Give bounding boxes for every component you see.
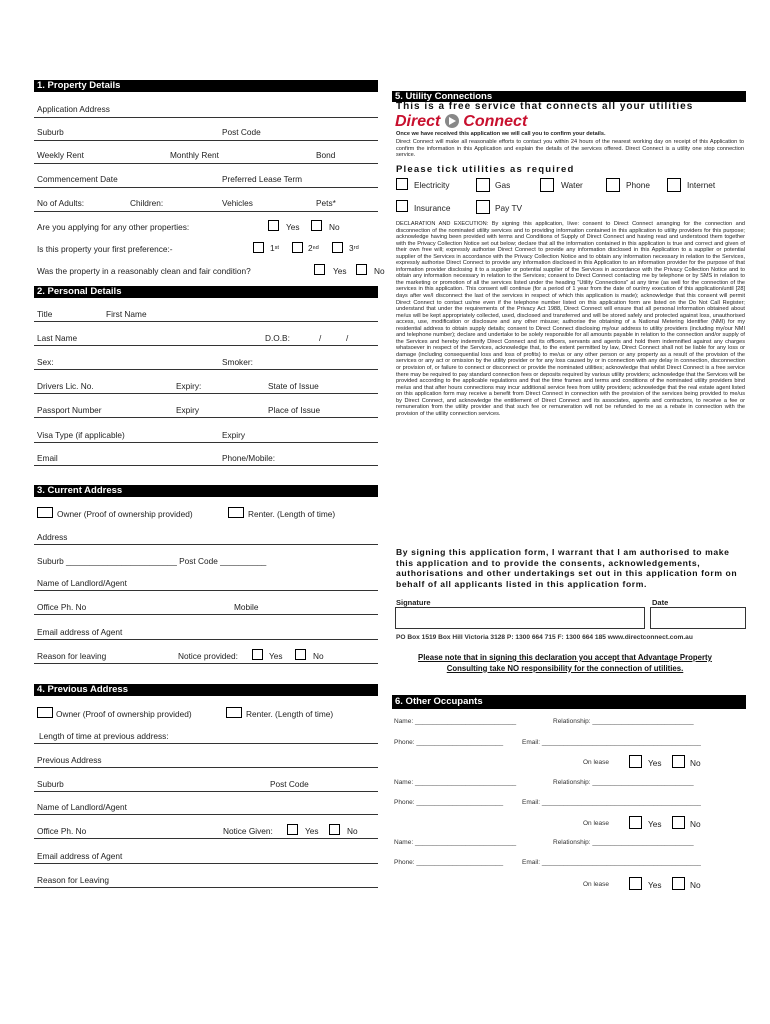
previous-reason-line[interactable] [34, 887, 378, 888]
licence-label: Drivers Lic. No. [37, 381, 94, 391]
current-landlord-line[interactable] [34, 590, 378, 591]
suburb-label: Suburb [37, 127, 64, 137]
lease-term-label: Preferred Lease Term [222, 174, 303, 184]
bond-label: Bond [316, 150, 336, 160]
logo-direct-text: Direct [395, 113, 441, 130]
current-office-label: Office Ph. No [37, 602, 87, 612]
previous-length-label: Length of time at previous address: [39, 731, 169, 741]
date-box[interactable] [650, 607, 746, 629]
disclaimer-note: Please note that in signing this declaration you accept that Advantage Property Consulting take NO responsibility for the connection of utilities. [418, 653, 712, 673]
pets-label: Pets* [316, 198, 336, 208]
clean-no-checkbox[interactable] [356, 264, 367, 275]
signature-box[interactable] [395, 607, 645, 629]
current-notice-label: Notice provided: [178, 651, 238, 661]
pref-3-checkbox[interactable] [332, 242, 343, 253]
previous-office-line[interactable] [34, 838, 378, 839]
current-owner-checkbox[interactable] [37, 507, 53, 518]
phone-label: Phone [626, 180, 650, 190]
licence-line[interactable] [34, 393, 378, 394]
current-renter-checkbox[interactable] [228, 507, 244, 518]
first-name-label: First Name [106, 309, 147, 319]
previous-office-label: Office Ph. No [37, 826, 87, 836]
occupant-2-phone[interactable]: Phone: ________________________ [394, 799, 504, 806]
pref-1-label: 1ˢᵗ [270, 243, 280, 253]
dob-slash-2: / [346, 333, 349, 343]
previous-renter-label: Renter. (Length of time) [246, 709, 334, 719]
yes-label: Yes [648, 758, 662, 768]
dob-label: D.O.B: [265, 333, 290, 343]
passport-expiry-label: Expiry [176, 405, 200, 415]
utility-intro-bold: Once we have received this application we will call you to confirm your details. [396, 131, 606, 137]
sex-line[interactable] [34, 369, 378, 370]
application-address-label: Application Address [37, 104, 110, 114]
occupancy-line[interactable] [34, 211, 378, 212]
occupant-1-no-checkbox[interactable] [672, 755, 685, 768]
occupant-2-email[interactable]: Email: ____________________________________________ [522, 799, 701, 806]
yes-label: Yes [333, 266, 347, 276]
sex-label: Sex: [37, 357, 54, 367]
title-label: Title [37, 309, 53, 319]
current-reason-label: Reason for leaving [37, 651, 107, 661]
previous-suburb-line[interactable] [34, 791, 378, 792]
yes-label: Yes [305, 826, 319, 836]
occupant-1-yes-checkbox[interactable] [629, 755, 642, 768]
no-label: No [690, 819, 701, 829]
occupant-1-name[interactable]: Name: ____________________________ [394, 718, 517, 725]
place-issue-label: Place of Issue [268, 405, 321, 415]
commencement-date-label: Commencement Date [37, 174, 118, 184]
suburb-line[interactable] [34, 140, 378, 141]
clean-yes-checkbox[interactable] [314, 264, 325, 275]
occupant-3-email[interactable]: Email: ____________________________________________ [522, 859, 701, 866]
warrant-text: By signing this application form, I warrant that I am authorised to make this application and to provide the consents, acknowledgements, authorisations and other undertakings set out in this application form on behalf of all applicants listed in this application form. [396, 547, 738, 589]
previous-renter-checkbox[interactable] [226, 707, 242, 718]
internet-label: Internet [687, 180, 716, 190]
yes-label: Yes [269, 651, 283, 661]
visa-line[interactable] [34, 442, 378, 443]
no-label: No [374, 266, 385, 276]
other-properties-question: Are you applying for any other properties: [37, 222, 190, 232]
current-agent-email-line[interactable] [34, 639, 378, 640]
monthly-rent-label: Monthly Rent [170, 150, 219, 160]
previous-landlord-label: Name of Landlord/Agent [37, 802, 127, 812]
vehicles-label: Vehicles [222, 198, 253, 208]
current-notice-no-checkbox[interactable] [295, 649, 306, 660]
paytv-checkbox[interactable] [476, 200, 490, 214]
declaration-text: DECLARATION AND EXECUTION: By signing this application, I/we: consent to Direct Connect arranging for the connection and disconnection of the nominated utility services and to providing information contained in this application to utility providers for this purpose; acknowledge having been provided with terms and Conditions of Supply of Direct Connect and having read and understood them together with the Privacy Collection Notice set out below; declare that all the information contained in this application is true and correct and given of their own free will; expressly authorise Direct Connect to provide any information disclosed in this Application to a supplier or potential supplier of the Services in accordance with the Privacy Collection Notice and to obtain any information necessary in relation to the Services, expressly authorise Direct Connect to provide any information disclosed in this Application to an information provider for the purpose of that information provider disclosing it to a supplier or potential supplier of the Services in accordance with the Privacy Collection Notice and to obtain any information necessary in relation to the Services; consent to Direct Connect contacting me by telephone or by SMS in relation to the marketing or promotion of all the services listed under the heading "Utility Connections" at any time (as well for the connection of the services in this application. This consent will continue (for a period of 1 year from the date of our/my execution of this application/until [28] days after we/I disconnect the last of the services in respect of which this application is made); acknowledge that this consent will permit Direct Connect to contact us/me even if the telephone number listed on this application form are listed on the Do Not Call Register; understand that under the requirements of the Privacy Act 1988, Direct Connect will ensure that all personal information obtained about me/us will be kept appropriately collected, used, disclosed and transferred and will be stored safely and protected against loss, unauthorised access, use, modification or disclosure and any other misuse; authorise the obtaining of a National Metering Identifier (NMI) for my residential address to obtain supply details; consent to Direct Connect disclosing my/our address to utility providers (including my/our NMI and telephone number); declare and undertake to be solely responsible for all amounts payable in relation to the connection and/or supply of the Services and hereby indemnify Direct Connect and its officers, servants and agents and hold them indemnified against any charges whatsoever in respect of the Services, acknowledge that, to the extent permitted by law, Direct Connect shall not be liable for any loss or damage (including consequential loss and loss of profits) to me/us or any other person or any property as a result of the provision of the services or any act or omission by the utility provider or for any loss caused by or in connection with any delay in connection, disconnection or provision of, or failure to connect or disconnect or provide the nominated utilities; acknowledge that whilst Direct Connect is a free service there may be required to pay standard connection fees or deposits required by various utility providers; acknowledge that the Services will be provided according to the applicable regulations and that the time frames and terms and conditions of the nominated utility providers bind me/us and that after hours connections may incur additional service fees from utility providers; acknowledge that the real estate agent listed on this application form may receive a benefit from Direct Connect in connection with the provision of the services being provided to me/us by Direct Connect, and acknowledge the entitlement of Direct Connect and its associates, agents and contractors, to receive a fee or remuneration from the utility provider and that such fee or remuneration will not be refunded to me as a rebate in connection with the provision of the utility connection services. [396, 221, 745, 417]
smoker-label: Smoker: [222, 357, 253, 367]
section-header-personal: 2. Personal Details [34, 286, 378, 298]
yes-label: Yes [648, 819, 662, 829]
last-name-line[interactable] [34, 345, 378, 346]
tick-heading: Please tick utilities as required [396, 164, 575, 175]
phone-checkbox[interactable] [606, 178, 620, 192]
occupant-2-yes-checkbox[interactable] [629, 816, 642, 829]
previous-agent-email-line[interactable] [34, 863, 378, 864]
section-header-utility: 5. Utility Connections [392, 91, 746, 102]
previous-reason-label: Reason for Leaving [37, 875, 109, 885]
first-preference-question: Is this property your first preference:- [37, 244, 173, 254]
other-properties-yes-checkbox[interactable] [268, 220, 279, 231]
contact-footer: PO Box 1519 Box Hill Victoria 3128 P: 1300 664 715 F: 1300 664 185 www.directconnect.com.au [396, 634, 693, 641]
insurance-label: Insurance [414, 203, 451, 213]
gas-label: Gas [495, 180, 511, 190]
occupant-3-name[interactable]: Name: ____________________________ [394, 839, 517, 846]
occupant-3-phone[interactable]: Phone: ________________________ [394, 859, 504, 866]
current-address-label: Address [37, 532, 68, 542]
previous-address-line[interactable] [34, 767, 378, 768]
gas-checkbox[interactable] [476, 178, 490, 192]
email-line[interactable] [34, 465, 378, 466]
section-header-previous: 4. Previous Address [34, 684, 378, 696]
date-label: Date [652, 598, 669, 607]
pref-2-checkbox[interactable] [292, 242, 303, 253]
dob-slash-1: / [319, 333, 322, 343]
yes-label: Yes [648, 880, 662, 890]
insurance-checkbox[interactable] [396, 200, 408, 212]
application-address-line[interactable] [34, 117, 378, 118]
current-mobile-label: Mobile [234, 602, 259, 612]
occupant-2-on-lease-label: On lease [583, 820, 610, 827]
occupant-2-name[interactable]: Name: ____________________________ [394, 779, 517, 786]
occupant-3-relationship[interactable]: Relationship: ____________________________ [553, 839, 694, 846]
current-notice-yes-checkbox[interactable] [252, 649, 263, 660]
visa-label: Visa Type (if applicable) [37, 430, 125, 440]
occupant-3-yes-checkbox[interactable] [629, 877, 642, 890]
no-label: No [690, 880, 701, 890]
occupant-1-on-lease-label: On lease [583, 759, 610, 766]
email-label: Email [37, 453, 58, 463]
no-label: No [690, 758, 701, 768]
current-reason-line[interactable] [34, 663, 378, 664]
previous-suburb-label: Suburb [37, 779, 64, 789]
logo-connect-text: Connect [463, 113, 528, 130]
occupant-3-no-checkbox[interactable] [672, 877, 685, 890]
section-header-occupants: 6. Other Occupants [392, 695, 746, 709]
previous-owner-checkbox[interactable] [37, 707, 53, 718]
utility-intro: Direct Connect will make all reasonable efforts to contact you within 24 hours of the nearest working day on receipt of this Application to confirm the information in this Application and explain the details of the services offered. Direct Connect is a utility one stop connection service. [396, 139, 744, 159]
pref-3-label: 3ʳᵈ [349, 243, 359, 253]
logo-arrow-icon [445, 114, 459, 128]
pref-1-checkbox[interactable] [253, 242, 264, 253]
previous-owner-label: Owner (Proof of ownership provided) [56, 709, 192, 719]
current-renter-label: Renter. (Length of time) [248, 509, 336, 519]
current-owner-label: Owner (Proof of ownership provided) [57, 509, 193, 519]
previous-notice-no-checkbox[interactable] [329, 824, 340, 835]
occupant-1-phone[interactable]: Phone: ________________________ [394, 739, 504, 746]
previous-notice-label: Notice Given: [223, 826, 273, 836]
children-label: Children: [130, 198, 164, 208]
last-name-label: Last Name [37, 333, 78, 343]
electricity-label: Electricity [414, 180, 450, 190]
pref-2-label: 2ⁿᵈ [308, 243, 319, 253]
no-label: No [329, 222, 340, 232]
water-checkbox[interactable] [540, 178, 554, 192]
paytv-label: Pay TV [495, 203, 523, 213]
section-header-property: 1. Property Details [34, 80, 378, 92]
previous-length-line[interactable] [34, 743, 378, 744]
occupant-1-email[interactable]: Email: ____________________________________________ [522, 739, 701, 746]
current-address-line[interactable] [34, 544, 378, 545]
occupant-3-on-lease-label: On lease [583, 881, 610, 888]
state-issue-label: State of Issue [268, 381, 319, 391]
name-line[interactable] [34, 321, 378, 322]
current-landlord-label: Name of Landlord/Agent [37, 578, 127, 588]
current-office-line[interactable] [34, 614, 378, 615]
current-suburb-postcode: Suburb ________________________ Post Code __________ [37, 556, 267, 566]
occupant-1-relationship[interactable]: Relationship: ____________________________ [553, 718, 694, 725]
occupant-2-relationship[interactable]: Relationship: ____________________________ [553, 779, 694, 786]
commencement-line[interactable] [34, 187, 378, 188]
adults-label: No of Adults: [37, 198, 85, 208]
licence-expiry-label: Expiry: [176, 381, 202, 391]
previous-agent-email-label: Email address of Agent [37, 851, 123, 861]
occupant-2-no-checkbox[interactable] [672, 816, 685, 829]
phone-mobile-label: Phone/Mobile: [222, 453, 276, 463]
other-properties-no-checkbox[interactable] [311, 220, 322, 231]
rent-line[interactable] [34, 163, 378, 164]
post-code-label: Post Code [222, 127, 261, 137]
no-label: No [347, 826, 358, 836]
clean-condition-question: Was the property in a reasonably clean and fair condition? [37, 266, 251, 276]
no-label: No [313, 651, 324, 661]
water-label: Water [561, 180, 583, 190]
section-header-current: 3. Current Address [34, 485, 378, 497]
internet-checkbox[interactable] [667, 178, 681, 192]
signature-label: Signature [396, 598, 431, 607]
previous-postcode-label: Post Code [270, 779, 309, 789]
passport-line[interactable] [34, 417, 378, 418]
passport-label: Passport Number [37, 405, 102, 415]
electricity-checkbox[interactable] [396, 178, 408, 190]
weekly-rent-label: Weekly Rent [37, 150, 84, 160]
current-agent-email-label: Email address of Agent [37, 627, 123, 637]
previous-notice-yes-checkbox[interactable] [287, 824, 298, 835]
direct-connect-logo [395, 113, 527, 130]
utility-tagline: This is a free service that connects all your utilities [396, 101, 694, 112]
yes-label: Yes [286, 222, 300, 232]
previous-landlord-line[interactable] [34, 814, 378, 815]
visa-expiry-label: Expiry [222, 430, 246, 440]
previous-address-label: Previous Address [37, 755, 102, 765]
